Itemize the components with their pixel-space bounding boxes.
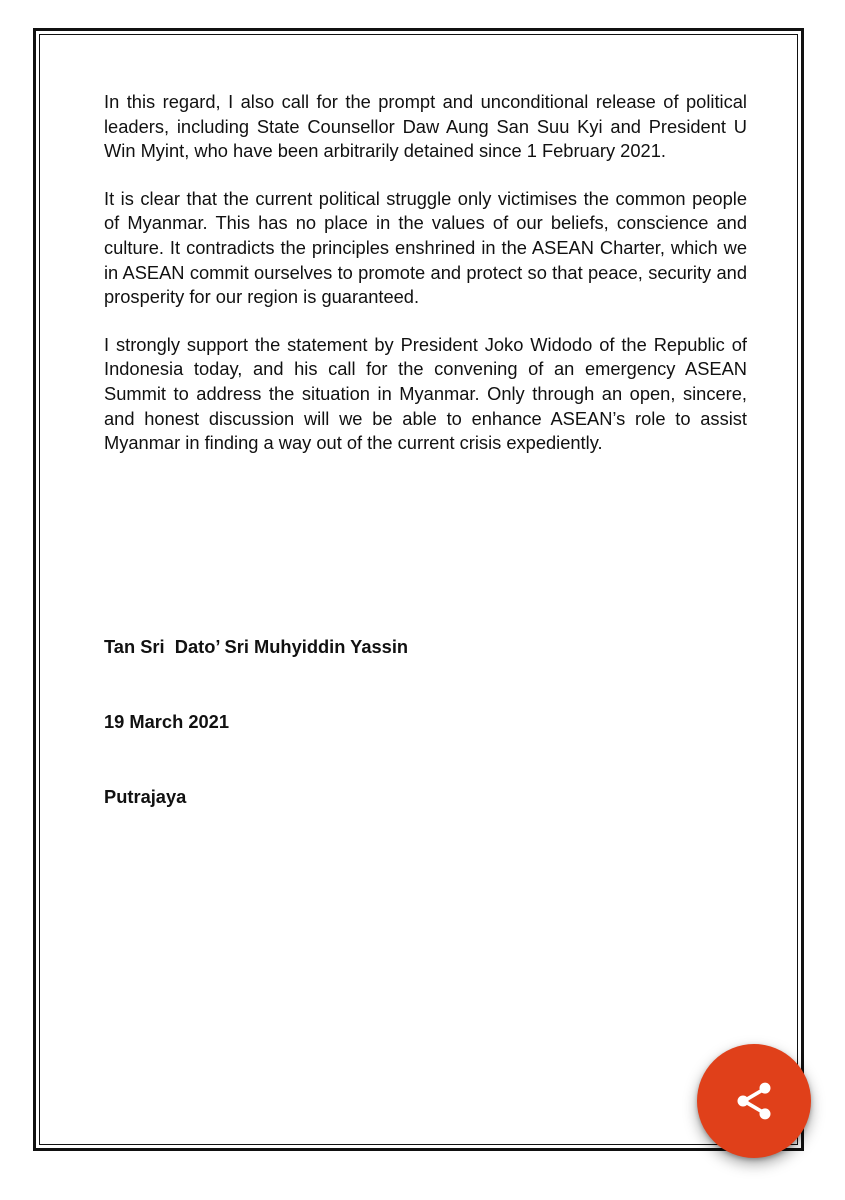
signature-place: Putrajaya [104,786,187,807]
letter-body [104,90,747,479]
paragraph-political-struggle: It is clear that the current political struggle only victimises the common people of Myanmar. This has no place in the values of our beliefs, conscience and culture. It contradicts the principles enshrined in the ASEAN Charter, which we in ASEAN commit ourselves to promote and protect so that peace, security and prosperity for our region is guaranteed. [104,187,747,308]
signature-name: Tan Sri Dato’ Sri Muhyiddin Yassin [104,636,409,657]
signature-date: 19 March 2021 [104,711,230,732]
signature-block [104,584,408,834]
share-button[interactable] [697,1044,811,1158]
share-icon [732,1079,776,1123]
paragraph-release-call: In this regard, I also call for the prompt and unconditional release of political leaders, including State Counsellor Daw Aung San Suu Kyi and President U Win Myint, who have been arbitrarily detained since 1 February 2021. [104,91,747,162]
paragraph-support-statement: I strongly support the statement by President Joko Widodo of the Republic of Indonesia today, and his call for the convening of an emergency ASEAN Summit to address the situation in Myanmar. Only through an open, sincere, and honest discussion will we be able to enhance ASEAN’s role to assist Myanmar in finding a way out of the current crisis expediently. [104,333,747,454]
